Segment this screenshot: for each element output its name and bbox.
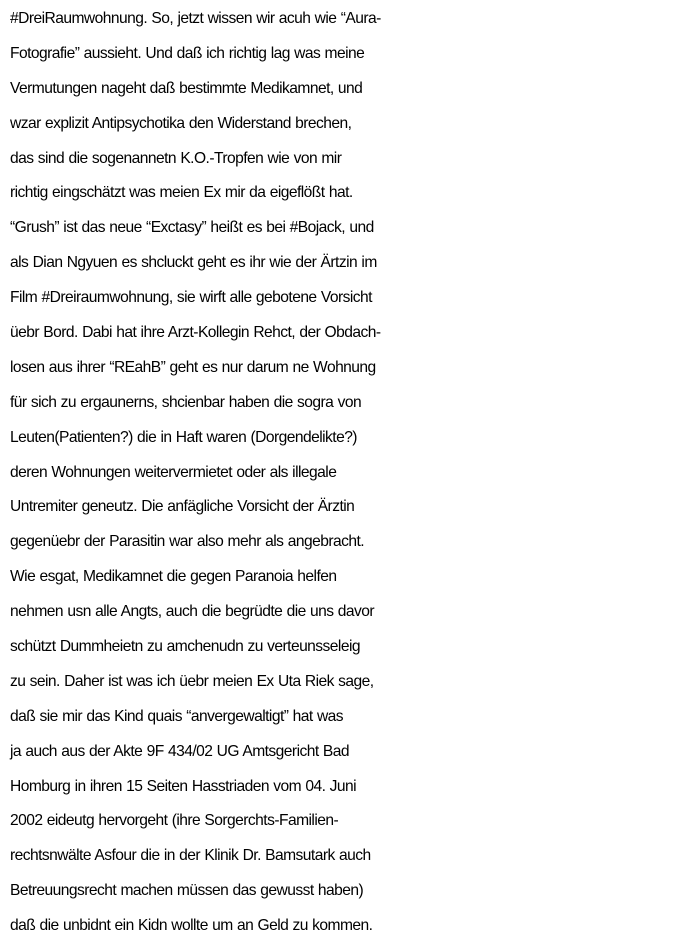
text-line: daß die unbidnt ein Kidn wollte um an Geld zu kommen. <box>10 917 373 935</box>
text-line: üebr Bord. Dabi hat ihre Arzt-Kollegin Rehct, der Obdach- <box>10 324 381 342</box>
body-text <box>10 2 682 944</box>
text-line: Leuten(Patienten?) die in Haft waren (Dorgendelikte?) <box>10 428 357 446</box>
text-line: Wie esgat, Medikamnet die gegen Paranoia helfen <box>10 568 337 586</box>
text-line: Film #Dreiraumwohnung, sie wirft alle gebotene Vorsicht <box>10 289 372 307</box>
text-line: Betreuungsrecht machen müssen das gewusst haben) <box>10 882 364 900</box>
text-line: richtig eingschätzt was meien Ex mir da eigeflößt hat. <box>10 184 353 202</box>
text-line: zu sein. Daher ist was ich üebr meien Ex Uta Riek sage, <box>10 672 374 690</box>
text-line: 2002 eideutg hervorgeht (ihre Sorgerchts-Familien- <box>10 812 339 830</box>
text-line: “Grush” ist das neue “Exctasy” heißt es bei #Bojack, und <box>10 219 374 237</box>
text-line: nehmen usn alle Angts, auch die begrüdte die uns davor <box>10 603 375 621</box>
text-line: als Dian Ngyuen es shcluckt geht es ihr wie der Ärtzin im <box>10 254 377 272</box>
text-line: ja auch aus der Akte 9F 434/02 UG Amtsgericht Bad <box>10 742 350 760</box>
text-line: rechtsnwälte Asfour die in der Klinik Dr. Bamsutark auch <box>10 847 371 865</box>
text-line: Vermutungen nageht daß bestimmte Medikamnet, und <box>10 79 363 97</box>
text-line: Homburg in ihren 15 Seiten Hasstriaden vom 04. Juni <box>10 777 357 795</box>
text-line: Fotografie” aussieht. Und daß ich richtig lag was meine <box>10 44 365 62</box>
text-line: deren Wohnungen weitervermietet oder als illegale <box>10 463 337 481</box>
text-line: #DreiRaumwohnung. So, jetzt wissen wir acuh wie “Aura- <box>10 10 381 27</box>
text-line: für sich zu ergaunerns, shcienbar haben die sogra von <box>10 393 362 411</box>
text-line: schützt Dummheietn zu amchenudn zu verteunsseleig <box>10 638 360 656</box>
text-line: losen aus ihrer “REahB” geht es nur darum ne Wohnung <box>10 358 376 376</box>
text-line: wzar explizit Antipsychotika den Widerstand brechen, <box>10 114 352 132</box>
text-line: das sind die sogenannetn K.O.-Tropfen wie von mir <box>10 149 342 167</box>
text-line: daß sie mir das Kind quais “anvergewaltigt” hat was <box>10 707 344 725</box>
text-line: Untremiter geneutz. Die anfägliche Vorsicht der Ärztin <box>10 498 355 516</box>
text-line: gegenüebr der Parasitin war also mehr als angebracht. <box>10 533 365 551</box>
